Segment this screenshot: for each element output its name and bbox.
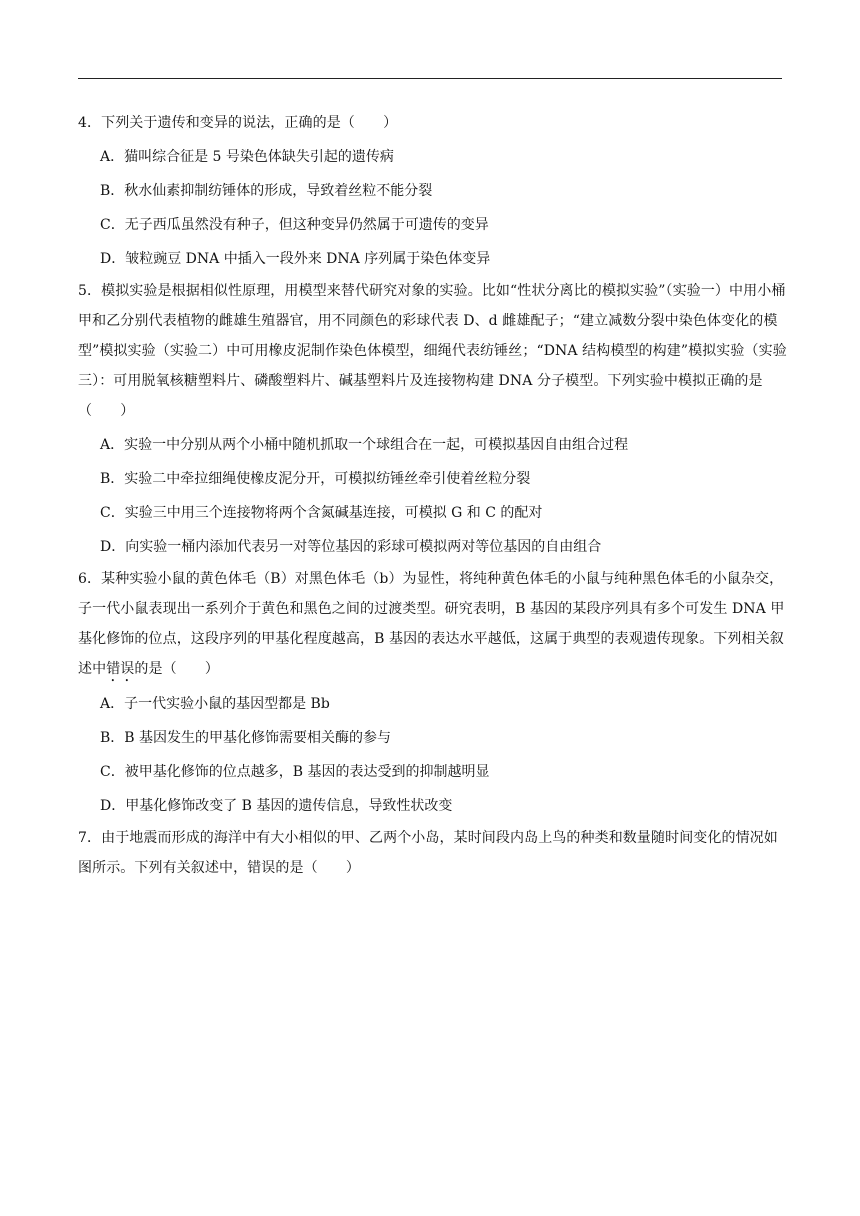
question-7 (78, 823, 790, 883)
option-a[interactable]: A．子一代实验小鼠的基因型都是 Bb (100, 696, 330, 712)
option-d[interactable]: D．甲基化修饰改变了 B 基因的遗传信息，导致性状改变 (100, 798, 453, 814)
question-6 (78, 564, 790, 821)
emphasized-word: 错误 (106, 661, 135, 677)
question-stem: 4．下列关于遗传和变异的说法，正确的是（ ） (78, 115, 398, 131)
stem-text: 6．某种实验小鼠的黄色体毛（B）对黑色体毛（b）为显性，将纯种黄色体毛的小鼠与纯种黑色体毛的小鼠杂交，子一代小鼠表现出一系列介于黄色和黑色之间的过渡类型。研究表明，B 基因的某段序列具有多个可发生 DNA 甲基化修饰的位点，这段序列的甲基化程度越高，B 基因的表达水平越低，这属于典型的表观遗传现象。下列相关叙述中 (78, 571, 785, 677)
question-stem (78, 564, 790, 685)
header-rule (78, 78, 782, 79)
option-c[interactable]: C．实验三中用三个连接物将两个含氮碱基连接，可模拟 G 和 C 的配对 (100, 505, 543, 521)
option-b[interactable]: B．B 基因发生的甲基化修饰需要相关酶的参与 (100, 730, 392, 746)
option-b[interactable]: B．秋水仙素抑制纺锤体的形成，导致着丝粒不能分裂 (100, 183, 433, 199)
option-d[interactable]: D．向实验一桶内添加代表另一对等位基因的彩球可模拟两对等位基因的自由组合 (100, 539, 602, 555)
option-a[interactable]: A．实验一中分别从两个小桶中随机抓取一个球组合在一起，可模拟基因自由组合过程 (100, 437, 629, 453)
question-stem: 5．模拟实验是根据相似性原理，用模型来替代研究对象的实验。比如“性状分离比的模拟实验”（实验一）中用小桶甲和乙分别代表植物的雌雄生殖器官，用不同颜色的彩球代表 D、d 雌雄配子；“建立减数分裂中染色体变化的模型”模拟实验（实验二）中可用橡皮泥制作染色体模型，细绳代表纺锤丝；“DNA 结构模型的构建”模拟实验（实验三）：可用脱氧核糖塑料片、磷酸塑料片、碱基塑料片及连接物构建 DNA 分子模型。下列实验中模拟正确的是（ ） (78, 283, 787, 419)
option-a[interactable]: A．猫叫综合征是 5 号染色体缺失引起的遗传病 (100, 149, 394, 165)
option-c[interactable]: C．被甲基化修饰的位点越多，B 基因的表达受到的抑制越明显 (100, 764, 490, 780)
option-c[interactable]: C．无子西瓜虽然没有种子，但这种变异仍然属于可遗传的变异 (100, 217, 489, 233)
option-b[interactable]: B．实验二中牵拉细绳使橡皮泥分开，可模拟纺锤丝牵引使着丝粒分裂 (100, 471, 531, 487)
question-stem: 7．由于地震而形成的海洋中有大小相似的甲、乙两个小岛，某时间段内岛上鸟的种类和数量随时间变化的情况如图所示。下列有关叙述中，错误的是（ ） (78, 830, 778, 876)
question-5 (78, 276, 790, 562)
question-4 (78, 108, 790, 274)
question-list (78, 108, 790, 885)
stem-text-end: 的是（ ） (134, 661, 220, 677)
option-d[interactable]: D．皱粒豌豆 DNA 中插入一段外来 DNA 序列属于染色体变异 (100, 251, 491, 267)
